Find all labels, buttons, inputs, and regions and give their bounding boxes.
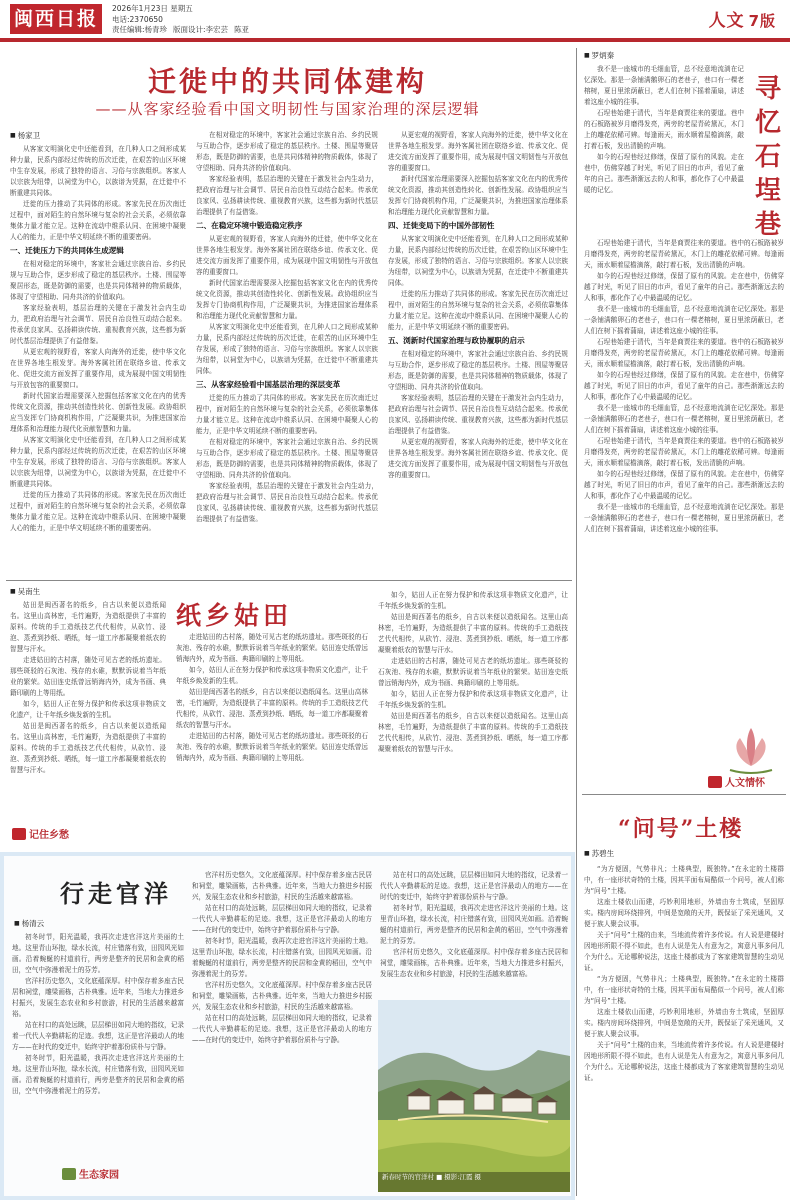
humanity-tag (708, 774, 765, 789)
lotus-illustration (720, 716, 782, 778)
lead-paragraph: 在相对稳定的环境中，客家社会通过宗族自治、乡约民规与互助合作，逐步形成了稳定的基层秩序。土楼、围屋等聚居形态，既是防御的需要，也是共同体精神的物质载体，体现了守望相助、同舟共济的价值取向。 (196, 131, 378, 172)
paper-paragraph: 如今，姑田人正在努力保护和传承这项非物质文化遗产，让千年纸乡焕发新的生机。 (378, 591, 568, 610)
lead-heading: 四、迁徙变局下的中国外部韧性 (388, 221, 495, 230)
page-number: 7版 (748, 12, 776, 30)
guanyang-paragraph: 官洋村历史悠久，文化底蕴深厚。村中保存着多座古民居和祠堂，雕梁画栋，古朴典雅。近年来，当地大力推进乡村振兴，发展生态农业和乡村旅游，村民的生活越来越富裕。 (380, 948, 568, 978)
guanyang-paragraph: 初冬时节，阳光温暖，我再次走进官洋这片美丽的土地。这里青山环抱，绿水长流，村庄错落有致，田园风光如画。沿着蜿蜒的村道前行，两旁是整齐的民居和金黄的稻田，空气中弥漫着泥土的芬芳。 (12, 933, 184, 974)
lead-col-3 (388, 130, 568, 574)
lead-paragraph: 在相对稳定的环境中，客家社会通过宗族自治、乡约民规与互助合作，逐步形成了稳定的基层秩序。土楼、围屋等聚居形态，既是防御的需要，也是共同体精神的物质载体，体现了守望相助、同舟共济的价值取向。 (10, 260, 186, 301)
guanyang-paragraph: 站在村口的高处远眺，层层梯田如同大地的指纹，记录着一代代人辛勤耕耘的足迹。我想，这正是官洋最动人的地方——在时代的变迁中，始终守护着那份质朴与宁静。 (12, 1021, 184, 1051)
guanyang-title: 行走官洋 (60, 879, 172, 908)
tulou-paragraph: 这座土楼依山而建，巧妙利用地形，外墙由夯土筑成，坚固厚实。楼内房间环绕排列，中间是宽敞的天井，既保证了采光通风，又便于族人聚会议事。 (584, 898, 784, 928)
lead-heading: 二、在稳定环境中锻造稳定秩序 (196, 221, 303, 230)
tag-icon (708, 776, 722, 788)
section-label (709, 6, 776, 31)
right-paragraph: 我不是一座城市的毛细血管，总不经意地流淌在记忆深处。那是一条铺满鹅卵石的老巷子，巷口有一棵老榕树，夏日里浓荫蔽日，老人们在树下摇着蒲扇，讲述着这座小城的往事。 (584, 404, 784, 434)
lead-col-1 (10, 144, 186, 574)
lead-heading: 一、迁徙压力下的共同体生成逻辑 (10, 246, 124, 255)
guanyang-photo (378, 1000, 570, 1192)
paper-paragraph: 如今，姑田人正在努力保护和传承这项非物质文化遗产，让千年纸乡焕发新的生机。 (378, 690, 568, 709)
guanyang-paragraph: 官洋村历史悠久，文化底蕴深厚。村中保存着多座古民居和祠堂，雕梁画栋，古朴典雅。近年来，当地大力推进乡村振兴，发展生态农业和乡村旅游，村民的生活越来越富裕。 (12, 977, 184, 1018)
paper-paragraph: 如今，姑田人正在努力保护和传承这项非物质文化遗产，让千年纸乡焕发新的生机。 (176, 666, 368, 685)
guanyang-paragraph: 站在村口的高处远眺，层层梯田如同大地的指纹，记录着一代代人辛勤耕耘的足迹。我想，这正是官洋最动人的地方——在时代的变迁中，始终守护着那份质朴与宁静。 (192, 1014, 372, 1044)
right-paragraph: 如今的石埕巷经过修缮，保留了原有的风貌。走在巷中，仿佛穿越了时光，听见了旧日的市声，看见了童年的自己。那些渐渐远去的人和事，都化作了心中最温暖的记忆。 (584, 371, 784, 401)
paper-paragraph: 姑田是闽西著名的纸乡，自古以来便以造纸闻名。这里山高林密，毛竹遍野，为造纸提供了丰富的原料。传统的手工造纸技艺代代相传，从砍竹、浸泡、蒸煮到抄纸、晒纸，每一道工序都凝聚着纸农的智慧与汗水。 (378, 613, 568, 654)
lead-paragraph: 从客家文明演化史中还能看到，在几种人口之间形成某种力量，民系内部经过传统的历次迁徙，在艰苦的山区环境中生存发展，形成了独特的语言、习俗与宗族组织。客家人以宗族为纽带，以祠堂为中心，以族谱为凭据，在迁徙中不断重建共同体。 (10, 436, 186, 488)
lead-author: ■ 杨家卫 (10, 130, 40, 141)
lead-paragraph: 客家经验表明，基层治理的关键在于激发社会内生动力，把政府治理与社会调节、居民自治良性互动结合起来。传承优良家风、弘扬耕读传统、重视教育兴族，这些都为新时代基层治理提供了有益借鉴。 (196, 175, 378, 216)
paper-paragraph: 走进姑田的古村落，随处可见古老的纸坊遗址。那些斑驳的石灰池、残存的水碓，默默诉说着当年纸业的繁荣。姑田连史纸曾远销海内外，成为书画、典籍印刷的上等用纸。 (378, 657, 568, 687)
phone-line: 电话:2370650 (112, 14, 163, 24)
lead-paragraph: 客家经验表明，基层治理的关键在于激发社会内生动力，把政府治理与社会调节、居民自治良性互动结合起来。传承优良家风、弘扬耕读传统、重视教育兴族，这些都为新时代基层治理提供了有益借鉴。 (10, 304, 186, 345)
paper-col-3 (378, 590, 568, 842)
lead-paragraph: 从更宏观的视野看，客家人向海外的迁徙，使中华文化在世界各地生根发芽。海外客属社团在联络乡谊、传承文化、促进交流方面发挥了重要作用，成为展现中国文明韧性与开放包容的重要窗口。 (196, 235, 378, 276)
guanyang-paragraph: 官洋村历史悠久，文化底蕴深厚。村中保存着多座古民居和祠堂，雕梁画栋，古朴典雅。近年来，当地大力推进乡村振兴，发展生态农业和乡村旅游，村民的生活越来越富裕。 (192, 871, 372, 901)
right-title: 寻忆石埕巷 (754, 74, 781, 240)
lead-paragraph: 在相对稳定的环境中，客家社会通过宗族自治、乡约民规与互助合作，逐步形成了稳定的基层秩序。土楼、围屋等聚居形态，既是防御的需要，也是共同体精神的物质载体，体现了守望相助、同舟共济的价值取向。 (196, 438, 378, 479)
date-line: 2026年1月23日 星期五 (112, 4, 193, 13)
tulou-paragraph: “为方便固，气势非凡；土楼典型，既独特。”在永定的土楼群中，有一座形状奇特的土楼，因其平面布局酷似一个问号，被人们称为“问号”土楼。 (584, 865, 784, 895)
paper-paragraph: 姑田是闽西著名的纸乡，自古以来便以造纸闻名。这里山高林密，毛竹遍野，为造纸提供了丰富的原料。传统的手工造纸技艺代代相传，从砍竹、浸泡、蒸煮到抄纸、晒纸，每一道工序都凝聚着纸农的智慧与汗水。 (176, 688, 368, 729)
lead-col-2 (196, 130, 378, 574)
tulou-title: “问号”土楼 (618, 816, 744, 842)
humanity-tag-label: 人文情怀 (725, 778, 765, 789)
lead-paragraph: 迁徙的压力推动了共同体的形成。客家先民在历次南迁过程中，面对陌生的自然环境与复杂的社会关系，必须依靠集体力量才能立足。这种在流动中维系认同、在困境中凝聚人心的能力，正是中华文明延续不断的重要密码。 (10, 200, 186, 241)
lead-title: 迁徙中的共同体建构 (147, 65, 427, 98)
ecology-tag (62, 1166, 119, 1181)
right-paragraph: 石埕巷始建于清代，当年是商贾往来的要道。巷中的石板路被岁月磨得发亮，两旁的老屋青砖黛瓦，木门上的雕花依稀可辨。每逢雨天，雨水顺着屋檐滴落，敲打着石板，发出清脆的声响。 (584, 437, 784, 467)
guanyang-paragraph: 站在村口的高处远眺，层层梯田如同大地的指纹，记录着一代代人辛勤耕耘的足迹。我想，这正是官洋最动人的地方——在时代的变迁中，始终守护着那份质朴与宁静。 (380, 871, 568, 901)
right-paragraph: 我不是一座城市的毛细血管，总不经意地流淌在记忆深处。那是一条铺满鹅卵石的老巷子，巷口有一棵老榕树，夏日里浓荫蔽日，老人们在树下摇着蒲扇，讲述着这座小城的往事。 (584, 503, 784, 533)
guanyang-col-2 (192, 870, 372, 1192)
lead-paragraph: 从客家文明演化史中还能看到，在几种人口之间形成某种力量，民系内部经过传统的历次迁徙，在艰苦的山区环境中生存发展，形成了独特的语言、习俗与宗族组织。客家人以宗族为纽带，以祠堂为中心，以族谱为凭据，在迁徙中不断重建共同体。 (10, 145, 186, 197)
lead-paragraph: 迁徙的压力推动了共同体的形成。客家先民在历次南迁过程中，面对陌生的自然环境与复杂的社会关系，必须依靠集体力量才能立足。这种在流动中维系认同、在困境中凝聚人心的能力，正是中华文明延续不断的重要密码。 (388, 290, 568, 331)
paper-paragraph: 姑田是闽西著名的纸乡，自古以来便以造纸闻名。这里山高林密，毛竹遍野，为造纸提供了丰富的原料。传统的手工造纸技艺代代相传，从砍竹、浸泡、蒸煮到抄纸、晒纸，每一道工序都凝聚着纸农的智慧与汗水。 (378, 712, 568, 753)
tag-icon (12, 828, 26, 840)
section-divider (6, 580, 572, 581)
lead-paragraph: 从更宏观的视野看，客家人向海外的迁徙，使中华文化在世界各地生根发芽。海外客属社团在联络乡谊、传承文化、促进交流方面发挥了重要作用，成为展现中国文明韧性与开放包容的重要窗口。 (388, 438, 568, 479)
newspaper-logo: 闽西日报 (10, 4, 102, 34)
paper-author: ■ 吴南生 (10, 586, 40, 597)
column-divider (576, 48, 577, 1196)
right-col-body (584, 238, 784, 798)
lead-subtitle: ——从客家经验看中国文明韧性与国家治理的深层逻辑 (95, 100, 480, 118)
guanyang-col-1 (12, 932, 184, 1158)
masthead-bar (0, 0, 790, 42)
paper-paragraph: 姑田是闽西著名的纸乡，自古以来便以造纸闻名。这里山高林密，毛竹遍野，为造纸提供了丰富的原料。传统的手工造纸技艺代代相传，从砍竹、浸泡、蒸煮到抄纸、晒纸，每一道工序都凝聚着纸农的智慧与汗水。 (10, 722, 166, 774)
lead-heading: 三、从客家经验看中国基层治理的深层变革 (196, 380, 341, 389)
guanyang-paragraph: 初冬时节，阳光温暖，我再次走进官洋这片美丽的土地。这里青山环抱，绿水长流，村庄错落有致，田园风光如画。沿着蜿蜒的村道前行，两旁是整齐的民居和金黄的稻田，空气中弥漫着泥土的芬芳。 (380, 904, 568, 945)
nostalgia-tag (12, 826, 69, 841)
lead-paragraph: 从更宏观的视野看，客家人向海外的迁徙，使中华文化在世界各地生根发芽。海外客属社团在联络乡谊、传承文化、促进交流方面发挥了重要作用，成为展现中国文明韧性与开放包容的重要窗口。 (388, 131, 568, 172)
guanyang-col-3 (380, 870, 568, 994)
lead-paragraph: 新时代国家治理需要深入挖掘包括客家文化在内的优秀传统文化资源，推动其创造性转化、创新性发展。政协组织应当发挥专门协商机构作用，广泛凝聚共识，为推进国家治理体系和治理能力现代化贡献智慧和力量。 (10, 392, 186, 433)
right-author: ■ 罗炳秦 (584, 50, 614, 61)
lead-paragraph: 从更宏观的视野看，客家人向海外的迁徙，使中华文化在世界各地生根发芽。海外客属社团在联络乡谊、传承文化、促进交流方面发挥了重要作用，成为展现中国文明韧性与开放包容的重要窗口。 (10, 348, 186, 389)
ecology-tag-label: 生态家园 (79, 1170, 119, 1181)
proofreader-credit: 陈亚 (234, 25, 250, 34)
editor-credit: 责任编辑:杨青珍 (112, 25, 168, 34)
paper-paragraph: 走进姑田的古村落，随处可见古老的纸坊遗址。那些斑驳的石灰池、残存的水碓，默默诉说着当年纸业的繁荣。姑田连史纸曾远销海内外，成为书画、典籍印刷的上等用纸。 (10, 656, 166, 697)
paper-paragraph: 走进姑田的古村落，随处可见古老的纸坊遗址。那些斑驳的石灰池、残存的水碓，默默诉说着当年纸业的繁荣。姑田连史纸曾远销海内外，成为书画、典籍印刷的上等用纸。 (176, 732, 368, 762)
right-paragraph: 我不是一座城市的毛细血管，总不经意地流淌在记忆深处。那是一条铺满鹅卵石的老巷子，巷口有一棵老榕树，夏日里浓荫蔽日，老人们在树下摇着蒲扇，讲述着这座小城的往事。 (584, 65, 744, 106)
paper-paragraph: 姑田是闽西著名的纸乡，自古以来便以造纸闻名。这里山高林密，毛竹遍野，为造纸提供了丰富的原料。传统的手工造纸技艺代代相传，从砍竹、浸泡、蒸煮到抄纸、晒纸，每一道工序都凝聚着纸农的智慧与汗水。 (10, 601, 166, 653)
lead-paragraph: 客家经验表明，基层治理的关键在于激发社会内生动力，把政府治理与社会调节、居民自治良性互动结合起来。传承优良家风、弘扬耕读传统、重视教育兴族，这些都为新时代基层治理提供了有益借鉴。 (388, 394, 568, 435)
paper-title: 纸乡姑田 (176, 601, 293, 630)
lead-paragraph: 迁徙的压力推动了共同体的形成。客家先民在历次南迁过程中，面对陌生的自然环境与复杂的社会关系，必须依靠集体力量才能立足。这种在流动中维系认同、在困境中凝聚人心的能力，正是中华文明延续不断的重要密码。 (196, 394, 378, 435)
section-divider (582, 794, 786, 795)
paper-paragraph: 走进姑田的古村落，随处可见古老的纸坊遗址。那些斑驳的石灰池、残存的水碓，默默诉说着当年纸业的繁荣。姑田连史纸曾远销海内外，成为书画、典籍印刷的上等用纸。 (176, 633, 368, 663)
lead-paragraph: 从客家文明演化史中还能看到，在几种人口之间形成某种力量，民系内部经过传统的历次迁徙，在艰苦的山区环境中生存发展，形成了独特的语言、习俗与宗族组织。客家人以宗族为纽带，以祠堂为中心，以族谱为凭据，在迁徙中不断重建共同体。 (388, 235, 568, 287)
tag-icon (62, 1168, 76, 1180)
photo-caption: 新春时节的官洋村 ■ 摄影:江霞 摄 (382, 1173, 482, 1181)
lead-paragraph: 在相对稳定的环境中，客家社会通过宗族自治、乡约民规与互助合作，逐步形成了稳定的基层秩序。土楼、围屋等聚居形态，既是防御的需要，也是共同体精神的物质载体，体现了守望相助、同舟共济的价值取向。 (388, 350, 568, 391)
nostalgia-tag-label: 记住乡愁 (29, 830, 69, 841)
guanyang-paragraph: 官洋村历史悠久，文化底蕴深厚。村中保存着多座古民居和祠堂，雕梁画栋，古朴典雅。近年来，当地大力推进乡村振兴，发展生态农业和乡村旅游，村民的生活越来越富裕。 (192, 981, 372, 1011)
tulou-paragraph: “为方便固，气势非凡；土楼典型，既独特。”在永定的土楼群中，有一座形状奇特的土楼，因其平面布局酷似一个问号，被人们称为“问号”土楼。 (584, 975, 784, 1005)
paper-col-1 (10, 600, 166, 818)
lead-heading: 五、浏新时代国家治理与政协履职的启示 (388, 336, 525, 345)
right-paragraph: 石埕巷始建于清代，当年是商贾往来的要道。巷中的石板路被岁月磨得发亮，两旁的老屋青砖黛瓦，木门上的雕花依稀可辨。每逢雨天，雨水顺着屋檐滴落，敲打着石板，发出清脆的声响。 (584, 239, 784, 269)
right-paragraph: 如今的石埕巷经过修缮，保留了原有的风貌。走在巷中，仿佛穿越了时光，听见了旧日的市声，看见了童年的自己。那些渐渐远去的人和事，都化作了心中最温暖的记忆。 (584, 153, 744, 194)
right-paragraph: 如今的石埕巷经过修缮，保留了原有的风貌。走在巷中，仿佛穿越了时光，听见了旧日的市声，看见了童年的自己。那些渐渐远去的人和事，都化作了心中最温暖的记忆。 (584, 470, 784, 500)
lead-paragraph: 客家经验表明，基层治理的关键在于激发社会内生动力，把政府治理与社会调节、居民自治良性互动结合起来。传承优良家风、弘扬耕读传统、重视教育兴族，这些都为新时代基层治理提供了有益借鉴。 (196, 482, 378, 523)
guanyang-paragraph: 站在村口的高处远眺，层层梯田如同大地的指纹，记录着一代代人辛勤耕耘的足迹。我想，这正是官洋最动人的地方——在时代的变迁中，始终守护着那份质朴与宁静。 (192, 904, 372, 934)
lead-paragraph: 从客家文明演化史中还能看到，在几种人口之间形成某种力量，民系内部经过传统的历次迁徙，在艰苦的山区环境中生存发展，形成了独特的语言、习俗与宗族组织。客家人以宗族为纽带，以祠堂为中心，以族谱为凭据，在迁徙中不断重建共同体。 (196, 323, 378, 375)
tulou-body (584, 864, 784, 1194)
header-rule (0, 38, 790, 42)
guanyang-paragraph: 初冬时节，阳光温暖，我再次走进官洋这片美丽的土地。这里青山环抱，绿水长流，村庄错落有致，田园风光如画。沿着蜿蜒的村道前行，两旁是整齐的民居和金黄的稻田，空气中弥漫着泥土的芬芳。 (12, 1054, 184, 1095)
lead-paragraph: 新时代国家治理需要深入挖掘包括客家文化在内的优秀传统文化资源，推动其创造性转化、创新性发展。政协组织应当发挥专门协商机构作用，广泛凝聚共识，为推进国家治理体系和治理能力现代化贡献智慧和力量。 (196, 279, 378, 320)
lead-paragraph: 迁徙的压力推动了共同体的形成。客家先民在历次南迁过程中，面对陌生的自然环境与复杂的社会关系，必须依靠集体力量才能立足。这种在流动中维系认同、在困境中凝聚人心的能力，正是中华文明延续不断的重要密码。 (10, 491, 186, 532)
right-paragraph: 我不是一座城市的毛细血管，总不经意地流淌在记忆深处。那是一条铺满鹅卵石的老巷子，巷口有一棵老榕树，夏日里浓荫蔽日，老人们在树下摇着蒲扇，讲述着这座小城的往事。 (584, 305, 784, 335)
tulou-author: ■ 苏碧生 (584, 848, 614, 859)
guanyang-paragraph: 初冬时节，阳光温暖，我再次走进官洋这片美丽的土地。这里青山环抱，绿水长流，村庄错落有致，田园风光如画。沿着蜿蜒的村道前行，两旁是整齐的民居和金黄的稻田，空气中弥漫着泥土的芬芳。 (192, 937, 372, 978)
section-name: 人文 (708, 11, 745, 31)
right-paragraph: 石埕巷始建于清代，当年是商贾往来的要道。巷中的石板路被岁月磨得发亮，两旁的老屋青砖黛瓦，木门上的雕花依稀可辨。每逢雨天，雨水顺着屋檐滴落，敲打着石板，发出清脆的声响。 (584, 109, 744, 150)
tulou-paragraph: 这座土楼依山而建，巧妙利用地形，外墙由夯土筑成，坚固厚实。楼内房间环绕排列，中间是宽敞的天井，既保证了采光通风，又便于族人聚会议事。 (584, 1008, 784, 1038)
paper-paragraph: 如今，姑田人正在努力保护和传承这项非物质文化遗产，让千年纸乡焕发新的生机。 (10, 700, 166, 719)
right-col-top (584, 64, 744, 234)
right-paragraph: 如今的石埕巷经过修缮，保留了原有的风貌。走在巷中，仿佛穿越了时光，听见了旧日的市声，看见了童年的自己。那些渐渐远去的人和事，都化作了心中最温暖的记忆。 (584, 272, 784, 302)
lead-paragraph: 新时代国家治理需要深入挖掘包括客家文化在内的优秀传统文化资源，推动其创造性转化、创新性发展。政协组织应当发挥专门协商机构作用，广泛凝聚共识，为推进国家治理体系和治理能力现代化贡献智慧和力量。 (388, 175, 568, 216)
tulou-paragraph: 关于“问号”土楼的由来，当地流传着许多传说。有人说是建楼时因地形所限不得不如此，也有人说是先人有意为之，寓意凡事多问几个为什么。无论哪种说法，这座土楼都成为了客家建筑智慧的生动见证。 (584, 931, 784, 972)
guanyang-author: ■ 杨清云 (14, 918, 44, 929)
tulou-paragraph: 关于“问号”土楼的由来，当地流传着许多传说。有人说是建楼时因地形所限不得不如此，也有人说是先人有意为之，寓意凡事多问几个为什么。无论哪种说法，这座土楼都成为了客家建筑智慧的生动见证。 (584, 1041, 784, 1082)
paper-col-2 (176, 632, 368, 840)
designer-credit: 版面设计:李宏芸 (173, 25, 229, 34)
edition-meta (112, 4, 249, 36)
right-paragraph: 石埕巷始建于清代，当年是商贾往来的要道。巷中的石板路被岁月磨得发亮，两旁的老屋青砖黛瓦，木门上的雕花依稀可辨。每逢雨天，雨水顺着屋檐滴落，敲打着石板，发出清脆的声响。 (584, 338, 784, 368)
